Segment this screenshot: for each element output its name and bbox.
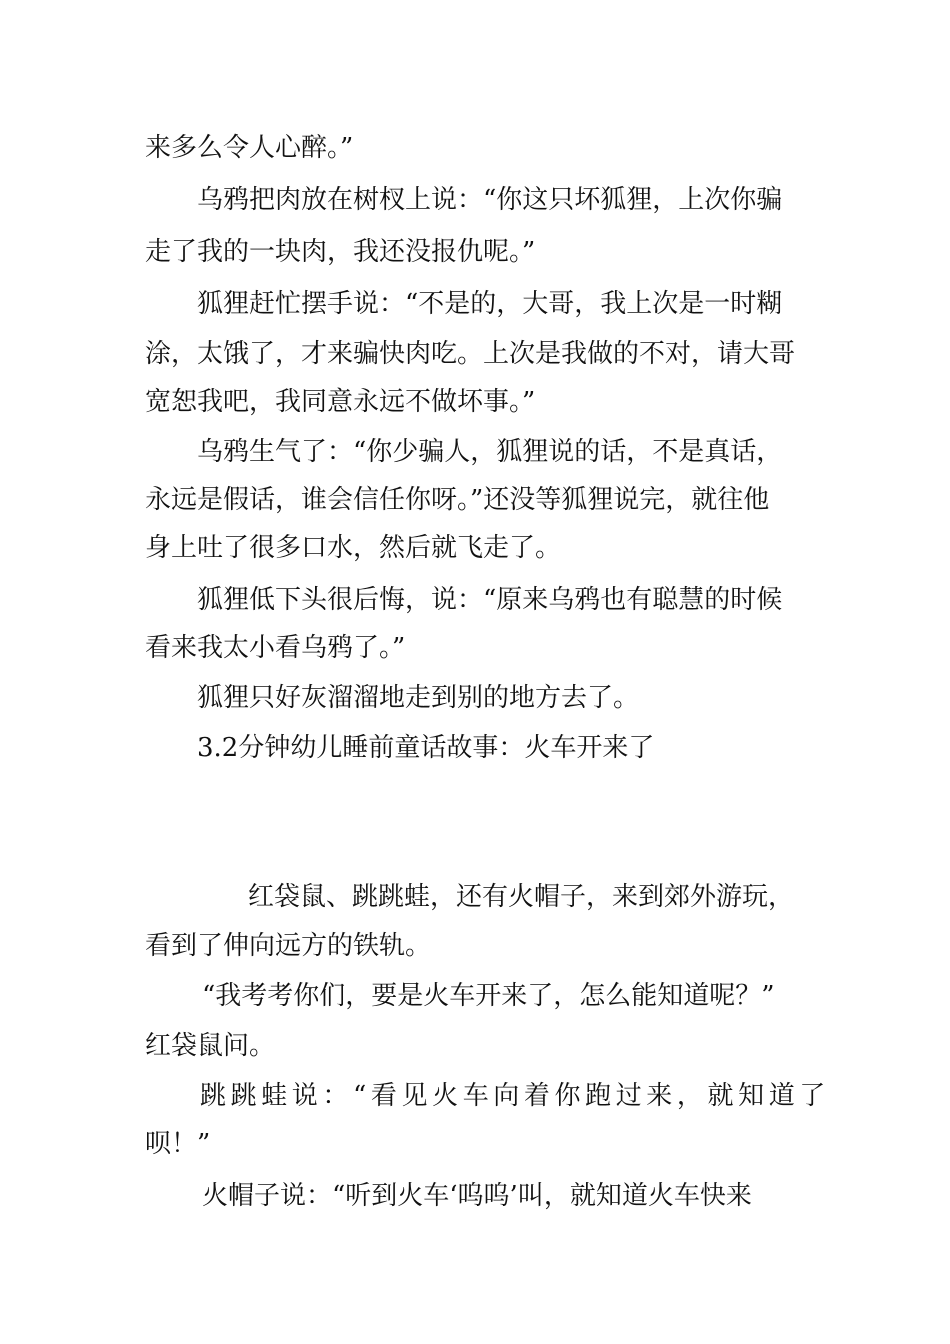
text-line: 永远是假话，谁会信任你呀。”还没等狐狸说完，就往他 — [145, 485, 770, 515]
text-line: 走了我的一块肉，我还没报仇呢。” — [145, 237, 536, 267]
text-line: “我考考你们，要是火车开来了，怎么能知道呢？” — [202, 981, 775, 1011]
text-line: 狐狸只好灰溜溜地走到别的地方去了。 — [197, 683, 640, 713]
text-line: 宽恕我吧，我同意永远不做坏事。” — [145, 387, 536, 417]
text-line: 跳跳蛙说：“看见火车向着你跑过来，就知道了 — [200, 1081, 830, 1111]
text-line: 涂，太饿了，才来骗快肉吃。上次是我做的不对，请大哥 — [145, 339, 796, 369]
text-line: 看到了伸向远方的铁轨。 — [145, 931, 432, 961]
text-line: 红袋鼠问。 — [145, 1031, 276, 1061]
text-line: 狐狸赶忙摆手说：“不是的，大哥，我上次是一时糊 — [197, 289, 783, 319]
text-line: 来多么令人心醉。” — [145, 133, 354, 163]
text-line: 身上吐了很多口水，然后就飞走了。 — [145, 533, 562, 563]
text-line: 呗！” — [145, 1129, 211, 1159]
text-line: 看来我太小看乌鸦了。” — [145, 633, 406, 663]
text-line: 狐狸低下头很后悔，说：“原来乌鸦也有聪慧的时候 — [197, 585, 783, 615]
text-line: 乌鸦生气了：“你少骗人，狐狸说的话，不是真话， — [197, 437, 783, 467]
text-line: 火帽子说：“听到火车‘呜呜’叫，就知道火车快来 — [202, 1181, 752, 1211]
text-line: 乌鸦把肉放在树杈上说：“你这只坏狐狸，上次你骗 — [197, 185, 783, 215]
text-line: 红袋鼠、跳跳蛙，还有火帽子，来到郊外游玩， — [248, 882, 795, 912]
section-heading: 3.2分钟幼儿睡前童话故事：火车开来了 — [197, 733, 655, 763]
